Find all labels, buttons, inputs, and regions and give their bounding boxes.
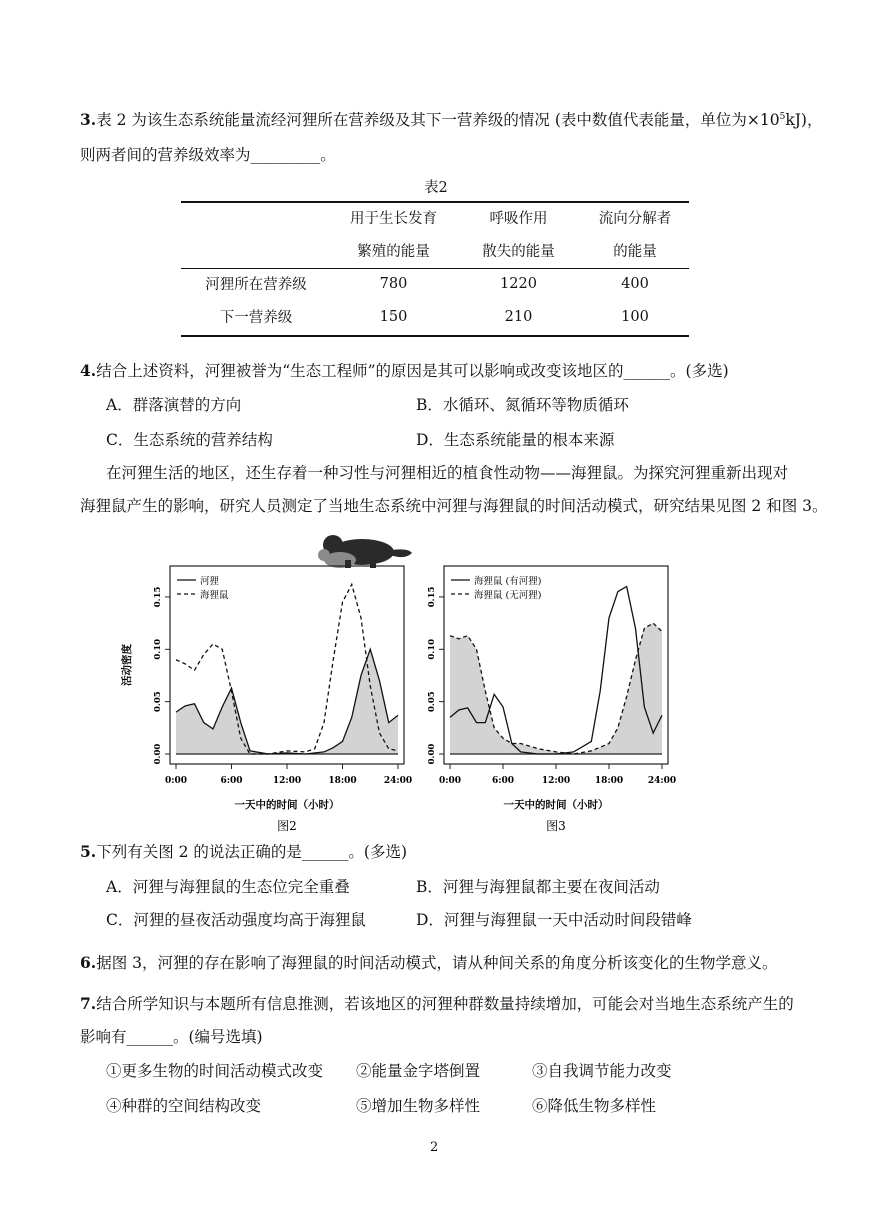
beaver-silhouette-icon	[318, 535, 412, 568]
table-row-label: 下一营养级	[219, 310, 293, 326]
table-row	[181, 300, 689, 333]
question-3-unit: kJ)，	[785, 111, 823, 129]
question-3	[80, 108, 822, 130]
figure-caption: 图2	[277, 819, 297, 833]
table-2	[181, 201, 689, 333]
question-5-number: 5.	[80, 842, 97, 861]
table-cell: 400	[621, 275, 649, 292]
y-tick-label: 0.15	[153, 586, 163, 608]
figure-caption: 图3	[546, 819, 566, 833]
question-7-option-4: ④种群的空间结构改变	[106, 1097, 262, 1115]
question-4-text: 结合上述资料，河狸被誉为“生态工程师”的原因是其可以影响或改变该地区的______。(多选)	[96, 362, 729, 380]
x-tick-label: 18:00	[594, 776, 624, 786]
table-bottom-rule	[181, 335, 689, 337]
table-row	[181, 267, 689, 300]
x-tick-label: 24:00	[383, 776, 413, 786]
question-5	[80, 840, 407, 862]
question-7-option-1: ①更多生物的时间活动模式改变	[106, 1062, 324, 1080]
question-7	[80, 992, 794, 1014]
y-tick-label: 0.00	[427, 743, 437, 765]
table-row-label: 河狸所在营养级	[205, 277, 307, 293]
question-6-text: 据图 3，河狸的存在影响了海狸鼠的时间活动模式，请从种间关系的角度分析该变化的生物学意义。	[96, 954, 778, 972]
question-5-text: 下列有关图 2 的说法正确的是______。(多选)	[96, 843, 407, 861]
legend-label: 海狸鼠 (有河狸)	[474, 576, 542, 587]
question-3-text: 表 2 为该生态系统能量流经河狸所在营养级及其下一营养级的情况 (表中数值代表能量，单位为×10	[96, 111, 780, 129]
question-7-option-5: ⑤增加生物多样性	[356, 1097, 481, 1115]
table-cell: 1220	[500, 275, 537, 292]
question-7-option-3: ③自我调节能力改变	[532, 1062, 672, 1080]
question-5-option-b: B．河狸与海狸鼠都主要在夜间活动	[416, 878, 660, 896]
legend-label: 河狸	[200, 576, 220, 587]
table-header-cell: 的能量	[613, 244, 657, 260]
table-cell: 210	[504, 308, 533, 325]
figure-2-chart	[120, 566, 412, 833]
question-4-option-b: B．水循环、氮循环等物质循环	[416, 396, 629, 414]
question-7-number: 7.	[80, 994, 97, 1013]
intro-paragraph-line-2: 海狸鼠产生的影响，研究人员测定了当地生态系统中河狸与海狸鼠的时间活动模式，研究结果见图 2 和图 3。	[80, 497, 828, 515]
question-3-number: 3.	[80, 110, 97, 129]
y-tick-label: 0.05	[153, 691, 163, 712]
question-3-blank-line: 则两者间的营养级效率为_________。	[80, 146, 336, 164]
x-tick-label: 18:00	[328, 776, 357, 786]
question-5-option-c: C．河狸的昼夜活动强度均高于海狸鼠	[106, 911, 366, 929]
question-4-option-c: C．生态系统的营养结构	[106, 431, 273, 449]
y-axis-label: 活动密度	[121, 644, 133, 686]
question-3-exponent: 5	[779, 111, 786, 122]
intro-paragraph-line-1: 在河狸生活的地区，还生存着一种习性与河狸相近的植食性动物——海狸鼠。为探究河狸重新出现对	[106, 464, 789, 482]
figure-3-chart	[427, 566, 676, 833]
question-5-option-a: A．河狸与海狸鼠的生态位完全重叠	[106, 878, 350, 896]
x-tick-label: 0:00	[164, 776, 188, 786]
x-tick-label: 24:00	[647, 776, 677, 786]
x-tick-label: 0:00	[438, 776, 462, 786]
table-cell: 150	[379, 308, 408, 325]
legend-label: 海狸鼠	[200, 590, 229, 601]
question-7-line-2: 影响有______。(编号选填)	[80, 1028, 263, 1046]
x-tick-label: 6:00	[220, 776, 243, 786]
table-header-cell: 呼吸作用	[489, 211, 548, 227]
question-5-option-d: D．河狸与海狸鼠一天中活动时间段错峰	[416, 911, 692, 929]
question-6-number: 6.	[80, 953, 97, 972]
question-4	[80, 359, 729, 381]
series-fill-area	[450, 623, 662, 754]
table-2-caption: 表2	[424, 180, 448, 196]
x-tick-label: 6:00	[491, 776, 515, 786]
question-7-text: 结合所学知识与本题所有信息推测，若该地区的河狸种群数量持续增加，可能会对当地生态系统产生的	[96, 995, 794, 1013]
table-header-cell: 繁殖的能量	[357, 244, 430, 260]
question-6	[80, 951, 777, 973]
question-7-option-6: ⑥降低生物多样性	[532, 1097, 657, 1115]
table-header-row	[181, 201, 689, 234]
page-number: 2	[430, 1140, 439, 1155]
table-cell: 100	[621, 308, 649, 325]
question-4-option-d: D．生态系统能量的根本来源	[416, 431, 615, 449]
y-tick-label: 0.10	[153, 638, 163, 660]
y-tick-label: 0.10	[427, 638, 437, 660]
x-tick-label: 12:00	[541, 776, 571, 786]
question-4-option-a: A．群落演替的方向	[106, 396, 242, 414]
table-header-cell: 散失的能量	[482, 244, 555, 260]
legend-label: 海狸鼠 (无河狸)	[474, 590, 542, 601]
x-axis-label: 一天中的时间（小时）	[234, 799, 340, 811]
x-tick-label: 12:00	[272, 776, 302, 786]
y-tick-label: 0.05	[427, 691, 437, 712]
table-header-cell: 用于生长发育	[350, 211, 437, 227]
question-4-number: 4.	[80, 361, 97, 380]
table-header-cell: 流向分解者	[598, 211, 672, 227]
y-tick-label: 0.00	[153, 743, 163, 765]
table-cell: 780	[379, 275, 408, 292]
y-tick-label: 0.15	[427, 586, 437, 608]
figures-2-and-3	[0, 520, 870, 840]
x-axis-label: 一天中的时间（小时）	[503, 799, 609, 811]
table-header-row	[181, 234, 689, 267]
question-7-option-2: ②能量金字塔倒置	[356, 1062, 481, 1080]
